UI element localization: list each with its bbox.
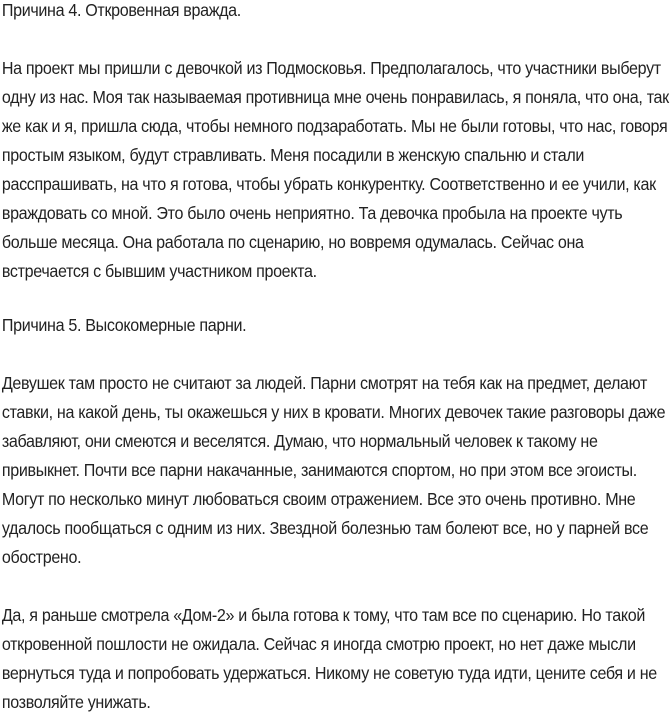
paragraph-conclusion: Да, я раньше смотрела «Дом-2» и была готова к тому, что там все по сценарию. Но такой откровенной пошлости не ожидала. Сейчас я иногда смотрю проект, но нет даже мысли вернуться туда и попробовать удержаться. Никому не советую туда идти, цените себя и не позволяйте унижать. bbox=[1, 605, 657, 712]
paragraph-reason-4: На проект мы пришли с девочкой из Подмосковья. Предполагалось, что участники выберут одну из нас. Моя так называемая противница мне очень понравилась, я поняла, что она, так же как и я, пришла сюда, чтобы немного подзаработать. Мы не были готовы, что нас, говоря простым языком, будут стравливать. Меня посадили в женскую спальню и стали расспрашивать, на что я готова, чтобы убрать конкурентку. Соответственно и ее учили, как враждовать со мной. Это было очень неприятно. Та девочка пробыла на проекте чуть больше месяца. Она работала по сценарию, но вовремя одумалась. Сейчас она встречается с бывшим участником проекта. bbox=[1, 58, 669, 281]
paragraph-reason-5: Девушек там просто не считают за людей. Парни смотрят на тебя как на предмет, делают ставки, на какой день, ты окажешься у них в кровати. Многих девочек такие разговоры даже забавляют, они смеются и веселятся. Думаю, что нормальный человек к такому не привыкнет. Почти все парни накачанные, занимаются спортом, но при этом все эгоисты. Могут по несколько минут любоваться своим отражением. Все это очень противно. Мне удалось пообщаться с одним из них. Звездной болезнью там болеют все, но у парней все обострено. bbox=[1, 373, 666, 567]
section-heading-reason-4: Причина 4. Откровенная вражда. bbox=[1, 0, 241, 20]
section-heading-reason-5: Причина 5. Высокомерные парни. bbox=[1, 315, 247, 335]
